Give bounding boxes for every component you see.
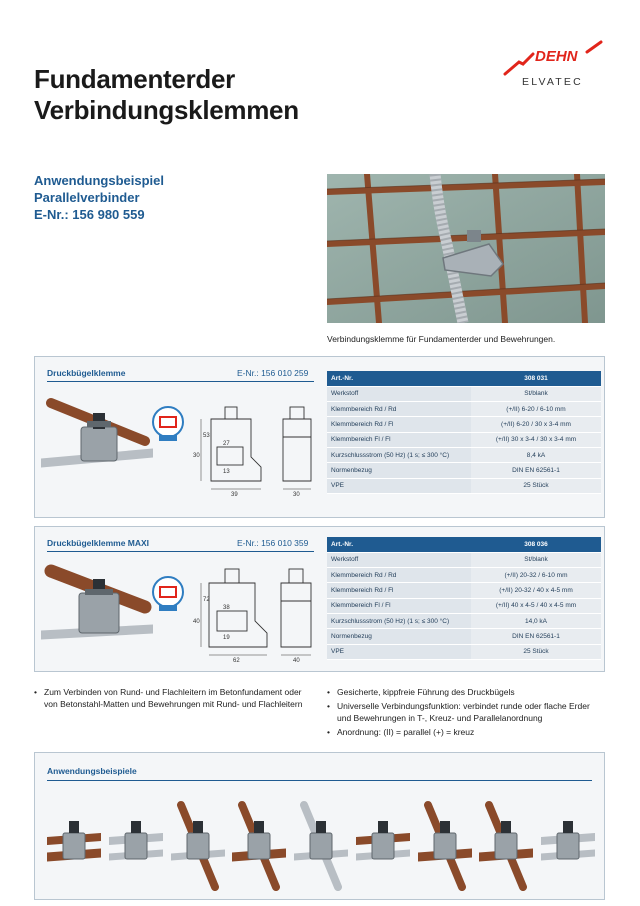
spec-label: Werkstoff [327, 386, 471, 401]
application-line-1: Anwendungsbeispiel [34, 173, 165, 188]
spec-value: (+/II) 30 x 3-4 / 30 x 3-4 mm [471, 432, 601, 447]
spec-label: Klemmbereich Rd / Fl [327, 417, 471, 432]
spec-label: Klemmbereich Rd / Rd [327, 568, 471, 583]
title-line-2: Verbindungsklemmen [34, 95, 299, 125]
spec-table-standard [327, 371, 601, 494]
dim-width: 62 [233, 658, 240, 663]
clamp-maxi-product-photo [41, 563, 153, 659]
spec-row [327, 386, 601, 401]
example-rd-fl-parallel [356, 797, 410, 893]
clamp-product-photo [41, 393, 153, 489]
clamp-dimension-drawing [191, 397, 317, 497]
spec-row [327, 583, 601, 598]
spec-value: (+/II) 6-20 / 6-10 mm [471, 402, 601, 417]
spec-value: St/blank [471, 386, 601, 401]
spec-label: Kurzschlussstrom (50 Hz) (1 s; ≤ 300 °C) [327, 447, 471, 462]
clamp-maxi-dimension-drawing [191, 563, 317, 663]
product-enr: E-Nr.: 156 010 259 [237, 368, 309, 378]
page-title [34, 64, 299, 126]
spec-value: St/blank [471, 552, 601, 567]
rebar-standard-badge [151, 405, 185, 445]
bullet-item: • Gesicherte, kippfreie Führung des Druckbügels [327, 686, 605, 698]
spec-row [327, 432, 601, 447]
spec-value: DIN EN 62561-1 [471, 629, 601, 644]
bullet-item: • Anordnung: (II) = parallel (+) = kreuz [327, 726, 605, 738]
dim-h1: 27 [223, 441, 230, 447]
spec-label: Klemmbereich Fl / Fl [327, 598, 471, 613]
spec-label: Art.-Nr. [327, 371, 471, 386]
dim-depth: 30 [293, 492, 300, 497]
spec-header-row [327, 371, 601, 386]
spec-value: 25 Stück [471, 644, 601, 659]
product-panel-standard [34, 356, 605, 518]
spec-value: 25 Stück [471, 478, 601, 493]
rebar-maxi-badge [151, 575, 185, 615]
examples-panel [34, 752, 605, 900]
spec-row [327, 447, 601, 462]
example-fl-fl-parallel [109, 797, 163, 893]
spec-row [327, 402, 601, 417]
spec-row [327, 613, 601, 628]
spec-value: 8,4 kA [471, 447, 601, 462]
examples-row [47, 797, 595, 893]
spec-value: (+/II) 40 x 4-5 / 40 x 4-5 mm [471, 598, 601, 613]
dim-h4: 53 [203, 433, 210, 439]
example-rd-rd-cross [232, 797, 286, 893]
dim-depth: 40 [293, 658, 300, 663]
logo-text: DEHN [535, 48, 578, 65]
spec-value: (+/II) 20-32 / 40 x 4-5 mm [471, 583, 601, 598]
examples-divider [47, 780, 592, 781]
spec-value: (+/II) 6-20 / 30 x 3-4 mm [471, 417, 601, 432]
spec-value: (+/II) 20-32 / 6-10 mm [471, 568, 601, 583]
dim-width: 39 [231, 492, 238, 497]
example-rd-fl-cross [171, 797, 225, 893]
spec-label: VPE [327, 644, 471, 659]
dim-h4: 72 [203, 597, 210, 603]
spec-value: 14,0 kA [471, 613, 601, 628]
spec-row [327, 463, 601, 478]
spec-label: Normenbezug [327, 463, 471, 478]
spec-label: Normenbezug [327, 629, 471, 644]
example-rd-rd-cross-3 [479, 797, 533, 893]
panel-divider [47, 381, 314, 382]
application-photo [327, 174, 605, 323]
product-enr: E-Nr.: 156 010 359 [237, 538, 309, 548]
spec-row [327, 568, 601, 583]
application-line-2: Parallelverbinder [34, 190, 140, 205]
application-heading [34, 172, 164, 223]
panel-divider [47, 551, 314, 552]
spec-row [327, 478, 601, 493]
photo-caption: Verbindungsklemme für Fundamenterder und Bewehrungen. [327, 334, 556, 344]
spec-row [327, 417, 601, 432]
spec-row [327, 629, 601, 644]
title-line-1: Fundamenterder [34, 64, 235, 94]
spec-label: Klemmbereich Rd / Fl [327, 583, 471, 598]
bullets-left [34, 686, 304, 712]
spec-value: 308 036 [471, 537, 601, 552]
dim-h3: 30 [193, 453, 200, 459]
spec-row [327, 644, 601, 659]
spec-table-maxi [327, 537, 601, 660]
spec-row [327, 552, 601, 567]
dim-h2: 19 [223, 635, 230, 641]
spec-label: VPE [327, 478, 471, 493]
logo-subtitle: ELVATEC [522, 76, 583, 88]
spec-row [327, 598, 601, 613]
dim-h1: 38 [223, 605, 230, 611]
spec-label: Klemmbereich Fl / Fl [327, 432, 471, 447]
dim-h3: 40 [193, 619, 200, 625]
spec-label: Werkstoff [327, 552, 471, 567]
example-fl-rd-cross [294, 797, 348, 893]
spec-value: 308 031 [471, 371, 601, 386]
spec-label: Kurzschlussstrom (50 Hz) (1 s; ≤ 300 °C) [327, 613, 471, 628]
spec-value: DIN EN 62561-1 [471, 463, 601, 478]
example-rd-rd-cross-2 [418, 797, 472, 893]
spec-header-row [327, 537, 601, 552]
application-enr: E-Nr.: 156 980 559 [34, 207, 145, 222]
bullet-item: • Universelle Verbindungsfunktion: verbindet runde oder flache Erder und Bewehrungen in T-, Kreuz- und Parallelanordnung [327, 700, 605, 724]
bullets-right [327, 686, 605, 740]
bullet-item: • Zum Verbinden von Rund- und Flachleitern im Betonfundament oder von Betonstahl-Matten und Bewehrungen mit Rund- und Flachleitern [34, 686, 304, 710]
spec-label: Klemmbereich Rd / Rd [327, 402, 471, 417]
product-name: Druckbügelklemme MAXI [47, 538, 150, 548]
product-panel-maxi [34, 526, 605, 672]
example-rd-rd-parallel [47, 797, 101, 893]
spec-label: Art.-Nr. [327, 537, 471, 552]
photo-rebar-mesh [327, 174, 605, 323]
dim-h2: 13 [223, 469, 230, 475]
product-name: Druckbügelklemme [47, 368, 126, 378]
examples-title: Anwendungsbeispiele [47, 766, 137, 776]
example-fl-rd-parallel [541, 797, 595, 893]
